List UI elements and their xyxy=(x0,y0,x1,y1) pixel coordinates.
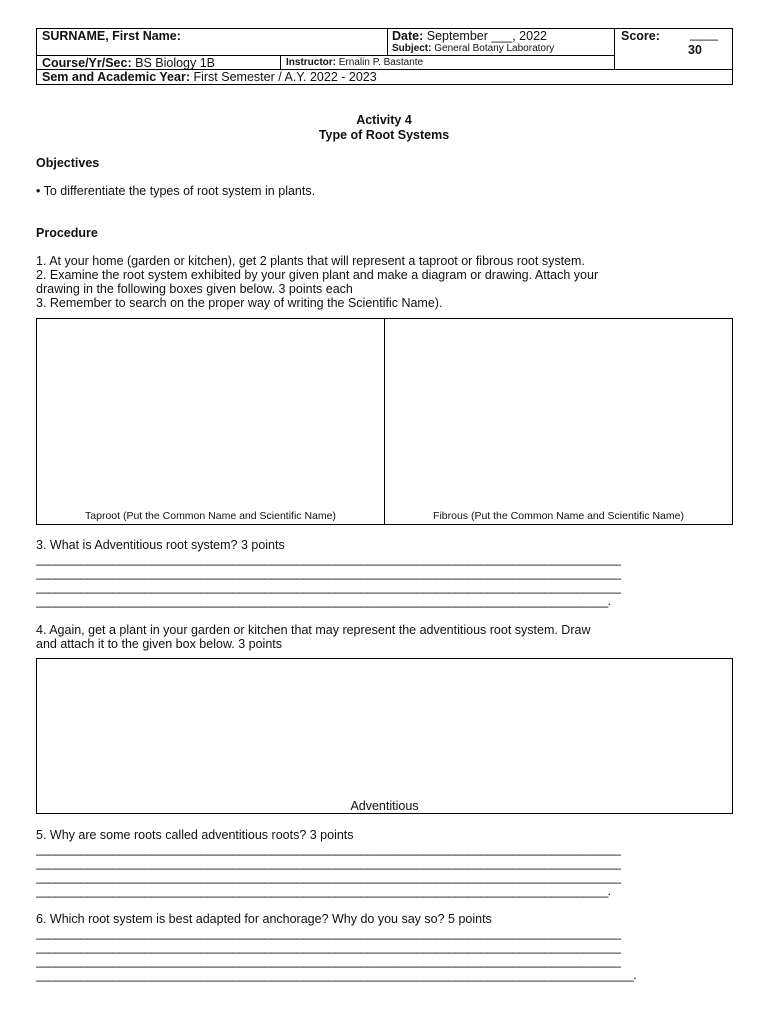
answer-line-q6-4[interactable]: ______________________________________________________________________________________________. xyxy=(36,968,636,982)
answer-line-q5-2[interactable]: ____________________________________________________________________________________________ xyxy=(36,856,621,870)
question-6: 6. Which root system is best adapted for anchorage? Why do you say so? 5 points xyxy=(36,912,492,926)
objective-item: • To differentiate the types of root system in plants. xyxy=(36,184,316,198)
procedure-step-2-cont: drawing in the following boxes given below. 3 points each xyxy=(36,282,353,296)
answer-line-q5-4[interactable]: __________________________________________________________________________________________. xyxy=(36,884,611,898)
taproot-drawing-box xyxy=(36,318,385,525)
adventitious-drawing-box xyxy=(36,658,733,814)
score-total: 30 xyxy=(688,43,702,57)
name-label: SURNAME, First Name: xyxy=(42,29,181,43)
question-4: 4. Again, get a plant in your garden or kitchen that may represent the adventitious root system. Draw xyxy=(36,623,591,637)
subject-field: Subject: General Botany Laboratory xyxy=(392,43,555,54)
subject-value: General Botany Laboratory xyxy=(434,43,555,54)
answer-line-q6-3[interactable]: ____________________________________________________________________________________________ xyxy=(36,954,621,968)
answer-line-q5-1[interactable]: ____________________________________________________________________________________________ xyxy=(36,842,621,856)
question-3: 3. What is Adventitious root system? 3 points xyxy=(36,538,285,552)
answer-line-q3-1[interactable]: ____________________________________________________________________________________________ xyxy=(36,552,621,566)
date-field: Date: September ___, 2022 xyxy=(392,29,547,43)
score-label: Score: xyxy=(621,29,660,43)
procedure-heading: Procedure xyxy=(36,226,98,240)
activity-number: Activity 4 xyxy=(356,113,412,127)
answer-line-q3-3[interactable]: ____________________________________________________________________________________________ xyxy=(36,580,621,594)
adventitious-caption: Adventitious xyxy=(350,799,419,813)
course-field: Course/Yr/Sec: BS Biology 1B xyxy=(42,56,216,70)
question-5: 5. Why are some roots called adventitious roots? 3 points xyxy=(36,828,354,842)
score-blank: ____ xyxy=(690,27,718,41)
instructor-field: Instructor: Ernalin P. Bastante xyxy=(286,57,424,68)
instructor-value: Ernalin P. Bastante xyxy=(338,57,424,68)
answer-line-q5-3[interactable]: ____________________________________________________________________________________________ xyxy=(36,870,621,884)
sem-field: Sem and Academic Year: First Semester / A.Y. 2022 - 2023 xyxy=(42,70,377,84)
answer-line-q6-2[interactable]: ____________________________________________________________________________________________ xyxy=(36,940,621,954)
sem-value: First Semester / A.Y. 2022 - 2023 xyxy=(193,70,377,84)
objectives-heading: Objectives xyxy=(36,156,100,170)
date-value: September ___, 2022 xyxy=(426,29,547,43)
answer-line-q3-2[interactable]: ____________________________________________________________________________________________ xyxy=(36,566,621,580)
answer-line-q3-4[interactable]: __________________________________________________________________________________________. xyxy=(36,594,611,608)
procedure-step-2: 2. Examine the root system exhibited by your given plant and make a diagram or drawing. Attach your xyxy=(36,268,599,282)
taproot-caption: Taproot (Put the Common Name and Scientific Name) xyxy=(85,510,336,522)
question-4-cont: and attach it to the given box below. 3 points xyxy=(36,637,283,651)
fibrous-drawing-box xyxy=(384,318,733,525)
procedure-step-3: 3. Remember to search on the proper way of writing the Scientific Name). xyxy=(36,296,443,310)
procedure-step-1: 1. At your home (garden or kitchen), get 2 plants that will represent a taproot or fibrous root system. xyxy=(36,254,585,268)
answer-line-q6-1[interactable]: ____________________________________________________________________________________________ xyxy=(36,926,621,940)
fibrous-caption: Fibrous (Put the Common Name and Scientific Name) xyxy=(433,510,684,522)
activity-title: Type of Root Systems xyxy=(318,128,450,142)
course-value: BS Biology 1B xyxy=(135,56,216,70)
